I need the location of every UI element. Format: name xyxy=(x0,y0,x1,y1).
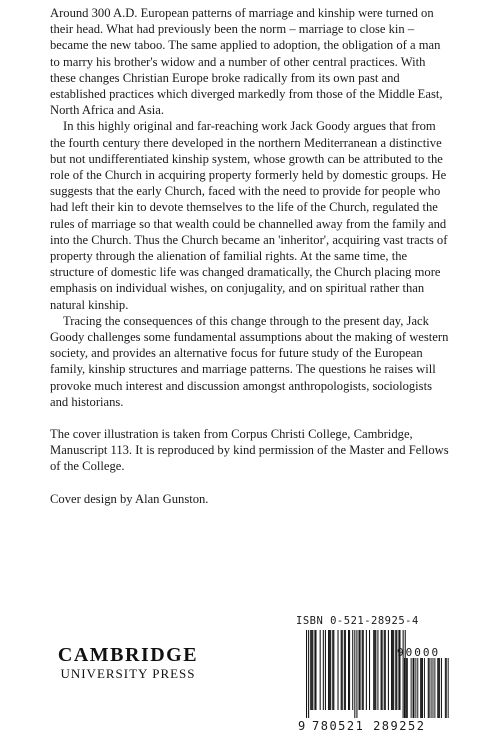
barcode-bar xyxy=(320,630,321,710)
barcode-bar xyxy=(369,630,370,710)
barcode-bar xyxy=(396,630,397,710)
barcode-bar xyxy=(362,630,363,710)
barcode-bar xyxy=(311,630,312,710)
barcode-addon-bar xyxy=(439,658,440,718)
blurb xyxy=(50,5,450,507)
barcode-bar xyxy=(382,630,383,710)
barcode-bar xyxy=(310,630,311,710)
barcode-bar xyxy=(344,630,345,710)
barcode-bar xyxy=(393,630,394,710)
barcode-addon-bar xyxy=(441,658,442,718)
publisher-name: CAMBRIDGE xyxy=(57,644,199,666)
barcode-bar xyxy=(388,630,389,710)
barcode-addon-bar xyxy=(429,658,430,718)
barcode-bar xyxy=(392,630,393,710)
barcode-addon-bar xyxy=(415,658,416,718)
barcode-bar xyxy=(356,630,357,718)
barcode-bar xyxy=(360,630,361,710)
blurb-paragraph-1: Around 300 A.D. European patterns of marriage and kinship were turned on their head. What had previously been the norm – marriage to close kin – became the new taboo. The same applied to adoption, the obligation of a man to marry his brother's widow and a number of other central practices. With these changes Christian Europe broke radically from its own past and established practices which diverged markedly from those of the Middle East, North Africa and Asia. xyxy=(50,6,443,118)
barcode-bar xyxy=(306,630,307,718)
barcode-bar xyxy=(381,630,382,710)
barcode-addon-bar xyxy=(446,658,447,718)
barcode-addon-bar xyxy=(438,658,439,718)
barcode-addon-bar xyxy=(434,658,435,718)
barcode-addon-bar xyxy=(406,658,407,718)
barcode-bar xyxy=(349,630,350,710)
barcode xyxy=(292,630,452,727)
barcode-bar xyxy=(398,630,399,710)
barcode-digits: 780521 289252 xyxy=(312,719,426,733)
publisher-press: UNIVERSITY PRESS xyxy=(60,666,196,681)
barcode-bar xyxy=(385,630,386,710)
barcode-addon-bar xyxy=(421,658,422,718)
barcode-bar xyxy=(342,630,343,710)
barcode-bar xyxy=(359,630,360,710)
barcode-addon-bar xyxy=(413,658,414,718)
barcode-bar xyxy=(373,630,374,710)
barcode-addon-bar xyxy=(417,658,418,718)
barcode-bar xyxy=(395,630,396,710)
isbn-label: ISBN 0-521-28925-4 xyxy=(296,615,419,627)
barcode-addon-bar xyxy=(414,658,415,718)
barcode-bar xyxy=(329,630,330,710)
barcode-bar xyxy=(332,630,333,710)
barcode-addon-bar xyxy=(404,658,405,718)
barcode-bar xyxy=(375,630,376,710)
barcode-addon-bar xyxy=(448,658,449,718)
barcode-bar xyxy=(399,630,400,710)
barcode-addon-bar xyxy=(407,658,408,718)
barcode-bar xyxy=(308,630,309,718)
barcode-bar xyxy=(384,630,385,710)
barcode-bar xyxy=(354,630,355,718)
ean-barcode-graphic xyxy=(292,630,452,722)
barcode-bar xyxy=(348,630,349,710)
barcode-bar xyxy=(325,630,326,710)
barcode-bar xyxy=(377,630,378,710)
barcode-addon-bar xyxy=(411,658,412,718)
barcode-bar xyxy=(315,630,316,710)
barcode-bar xyxy=(323,630,324,710)
blurb-paragraph-3: Tracing the consequences of this change through to the present day, Jack Goody challenges some fundamental assumptions about the making of western society, and provides an alternative focus for future study of the European family, kinship structures and marriage patterns. The questions he raises will provoke much interest and discussion amongst anthropologists, sociologists and historians. xyxy=(50,313,449,409)
barcode-addon-bar xyxy=(445,658,446,718)
barcode-bar xyxy=(366,630,367,710)
publisher-logo xyxy=(48,644,208,681)
barcode-addon-bar xyxy=(422,658,423,718)
barcode-bar xyxy=(330,630,331,710)
barcode-addon-bar xyxy=(433,658,434,718)
barcode-bar xyxy=(328,630,329,710)
barcode-bar xyxy=(363,630,364,710)
barcode-addon-bar xyxy=(424,658,425,718)
cover-illustration-note: The cover illustration is taken from Corpus Christi College, Cambridge, Manuscript 113. It is reproduced by kind permission of the Master and Fellows of the College. xyxy=(50,427,449,474)
barcode-bar xyxy=(341,630,342,710)
barcode-bar xyxy=(391,630,392,710)
barcode-bar xyxy=(403,630,404,718)
barcode-bar xyxy=(333,630,334,710)
barcode-addon-bar xyxy=(428,658,429,718)
barcode-bar xyxy=(338,630,339,710)
barcode-bar xyxy=(314,630,315,710)
blurb-paragraph-2: In this highly original and far-reaching work Jack Goody argues that from the fourth century there developed in the northern Mediterranean a distinctive but not undifferentiated kinship system, whose growth can be attributed to the role of the Church in acquiring property formerly held by domestic groups. He suggests that the early Church, faced with the need to provide for people who had left their kin to devote themselves to the life of the Church, regulated the rules of marriage so that wealth could be channelled away from the family and into the Church. Thus the Church became an 'inheritor', acquiring vast tracts of property through the alienation of familial rights. At the same time, the structure of domestic life was changed dramatically, the Church placing more emphasis on individual wishes, on conjugality, and on spiritual rather than natural kinship. xyxy=(50,119,448,312)
barcode-addon-bar xyxy=(431,658,432,718)
barcode-lead-digit: 9 xyxy=(298,719,306,733)
barcode-addon-bar xyxy=(437,658,438,718)
barcode-bar xyxy=(352,630,353,710)
barcode-addon-bar xyxy=(420,658,421,718)
barcode-bar xyxy=(374,630,375,710)
barcode-bar xyxy=(345,630,346,710)
barcode-bar xyxy=(312,630,313,710)
cover-design-credit: Cover design by Alan Gunston. xyxy=(50,491,209,506)
barcode-addon-number: 90000 xyxy=(397,646,441,659)
